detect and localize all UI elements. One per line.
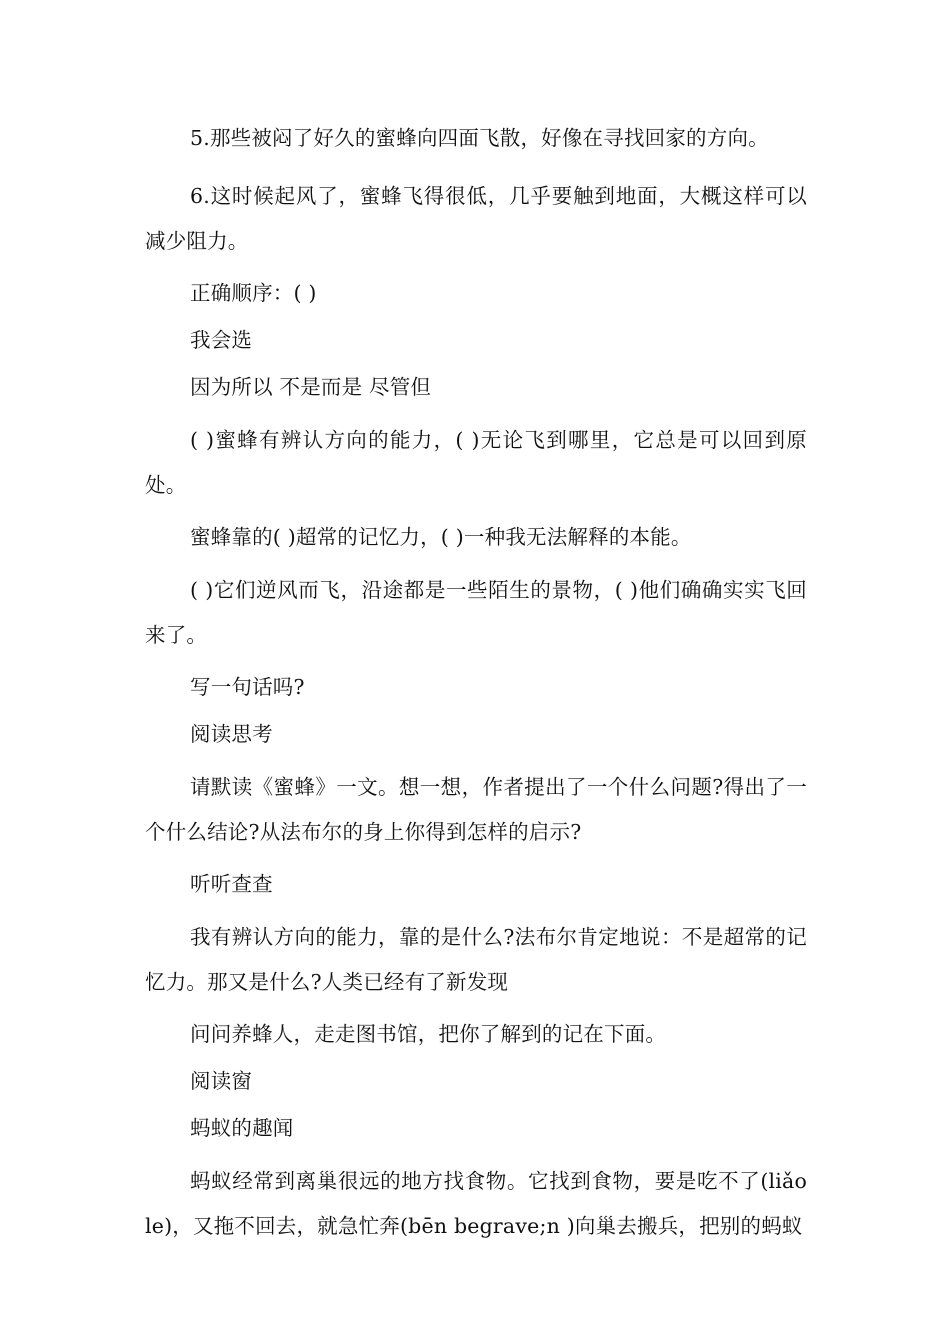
- fill-blank-question-3: ( )它们逆风而飞，沿途都是一些陌生的景物，( )他们确确实实飞回来了。: [145, 578, 807, 647]
- fill-blank-question-2: 蜜蜂靠的( )超常的记忆力，( )一种我无法解释的本能。: [190, 525, 692, 549]
- writing-prompt: 写一句话吗?: [190, 675, 305, 699]
- fill-blank-question-1: ( )蜜蜂有辨认方向的能力，( )无论飞到哪里，它总是可以回到原处。: [145, 428, 807, 497]
- conjunction-options: 因为所以 不是而是 尽管但: [190, 375, 432, 399]
- research-paragraph: 我有辨认方向的能力，靠的是什么?法布尔肯定地说：不是超常的记忆力。那又是什么?人类已经有了新发现: [145, 925, 807, 994]
- section-heading-reading: 阅读思考: [190, 722, 273, 746]
- answer-order-prompt: 正确顺序：( ): [190, 281, 317, 305]
- paragraph-item-5: 5.那些被闷了好久的蜜蜂向四面飞散，好像在寻找回家的方向。: [190, 126, 769, 150]
- reading-question: 请默读《蜜蜂》一文。想一想，作者提出了一个什么问题?得出了一个什么结论?从法布尔的身上你得到怎样的启示?: [145, 775, 807, 844]
- section-heading-choose: 我会选: [190, 328, 253, 352]
- section-heading-reading-window: 阅读窗: [190, 1069, 253, 1093]
- paragraph-item-6: 6.这时候起风了，蜜蜂飞得很低，几乎要触到地面，大概这样可以减少阻力。: [145, 184, 807, 253]
- document-body: [145, 116, 807, 1262]
- article-title: 蚂蚁的趣闻: [190, 1116, 294, 1140]
- article-paragraph: 蚂蚁经常到离巢很远的地方找食物。它找到食物，要是吃不了(liǎo le)，又拖不回去，就急忙奔(bēn begrave;n )向巢去搬兵，把别的蚂蚁: [145, 1169, 807, 1238]
- section-heading-research: 听听查查: [190, 872, 273, 896]
- research-instruction: 问问养蜂人，走走图书馆，把你了解到的记在下面。: [190, 1022, 667, 1046]
